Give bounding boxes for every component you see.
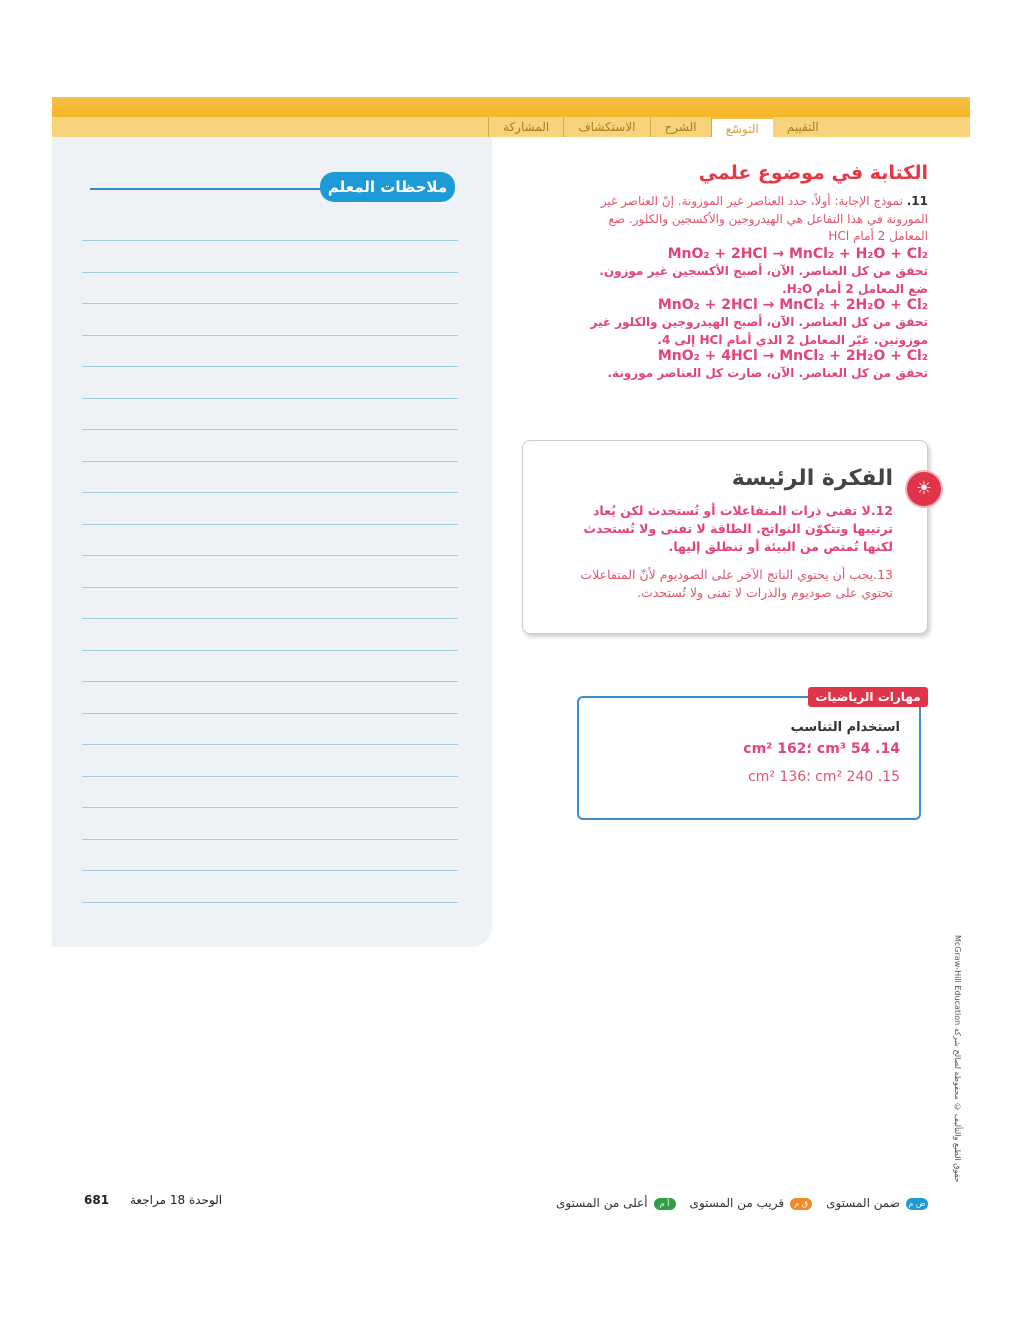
note-line (82, 618, 458, 619)
level-beyond (556, 1196, 676, 1210)
note-line (82, 902, 458, 903)
note-line (82, 461, 458, 462)
note-line (82, 870, 458, 871)
answer-12: 12.لا تفنى ذرات المتفاعلات أو تُستحدث لكن يُعاد ترتيبها وتتكوّن النواتج. الطاقة لا تفنى ولا تُستحدث لكنها تُمتص من البيئة أو تنطلق إليها. (583, 503, 893, 554)
answer-13: 13.يجب أن يحتوي الناتج الآخر على الصوديوم لأنّ المتفاعلات تحتوي على صوديوم والذرات لا تفنى ولا تُستحدث. (580, 567, 893, 600)
note-line (82, 429, 458, 430)
copyright-credit: McGraw-Hill Education حقوق الطبع والتأليف © محفوظة لصالح شركة (953, 935, 962, 1183)
level-on-label: ضمن المستوى (826, 1196, 900, 1210)
equation-1: MnO₂ + 2HCl → MnCl₂ + H₂O + Cl₂ (667, 246, 928, 262)
note-line (82, 366, 458, 367)
level-approaching (690, 1196, 813, 1210)
lightbulb-icon: ☀ (905, 470, 943, 508)
note-line (82, 524, 458, 525)
math-heading: استخدام التناسب (790, 720, 900, 735)
note-line (82, 240, 458, 241)
notes-header-line (90, 188, 330, 190)
teacher-notes-title: ملاحظات المعلم (320, 172, 455, 202)
tab-elaborate[interactable]: التوسّع (711, 117, 773, 137)
level-beyond-label: أعلى من المستوى (556, 1196, 648, 1210)
equation-3: MnO₂ + 4HCl → MnCl₂ + 2H₂O + Cl₂ (657, 348, 928, 364)
level-on-tag: ض م (906, 1198, 928, 1210)
level-legend (556, 1196, 928, 1210)
note-line (82, 398, 458, 399)
note-line (82, 650, 458, 651)
question-number: 11. (906, 194, 928, 208)
math-skills-badge: مهارات الرياضيات (808, 687, 928, 707)
level-on (826, 1196, 928, 1210)
unit-label: الوحدة 18 مراجعة (130, 1193, 223, 1207)
note-line (82, 807, 458, 808)
equation-2: MnO₂ + 2HCl → MnCl₂ + 2H₂O + Cl₂ (657, 297, 928, 313)
math-skills-box (577, 696, 921, 820)
note-line (82, 555, 458, 556)
level-approaching-tag: ق م (790, 1198, 812, 1210)
note-line (82, 744, 458, 745)
answer-15: 15. 240 cm² ؛136 cm² (748, 769, 900, 785)
note-line (82, 272, 458, 273)
tab-explore[interactable]: الاستكشاف (563, 117, 649, 137)
level-beyond-tag: أ م (654, 1198, 676, 1210)
tab-evaluate[interactable]: التقييم (786, 120, 819, 134)
level-approaching-label: قريب من المستوى (689, 1196, 785, 1210)
answer-14: 14. 54 cm³ ؛162 cm² (743, 741, 900, 757)
answer-11-intro-text: نموذج الإجابة: أولاً، حدد العناصر غير الموزونة. إنّ العناصر غير الموزونة في هذا التفاعل هي الهيدروجين والأكسجين والكلور. ضع المعامل 2 أمام HCl (600, 194, 928, 243)
answer-11-step3: تحقق من كل العناصر. الآن، أصبح الهيدروجين والكلور غير موزونين. غيّر المعامل 2 الذي أمام HCl إلى 4. (590, 315, 928, 347)
note-line (82, 776, 458, 777)
main-idea-title: الفكرة الرئيسة (731, 466, 893, 491)
answer-11-step4: تحقق من كل العناصر. الآن، صارت كل العناصر موزونة. (607, 366, 928, 380)
writing-heading: الكتابة في موضوع علمي (698, 162, 928, 184)
answer-11-step2: تحقق من كل العناصر. الآن، أصبح الأكسجين غير موزون. ضع المعامل 2 أمام H₂O. (599, 264, 928, 296)
section-tabs (488, 117, 968, 137)
note-line (82, 492, 458, 493)
note-line (82, 587, 458, 588)
answer-11-intro (588, 193, 928, 246)
note-line (82, 303, 458, 304)
note-line (82, 681, 458, 682)
tab-explain[interactable]: الشرح (650, 117, 711, 137)
note-line (82, 839, 458, 840)
page-number: 681 (84, 1193, 110, 1207)
note-line (82, 713, 458, 714)
tab-engage[interactable]: المشاركة (488, 117, 563, 137)
top-color-bar (52, 97, 970, 117)
note-line (82, 335, 458, 336)
teacher-notes-panel (52, 137, 492, 947)
